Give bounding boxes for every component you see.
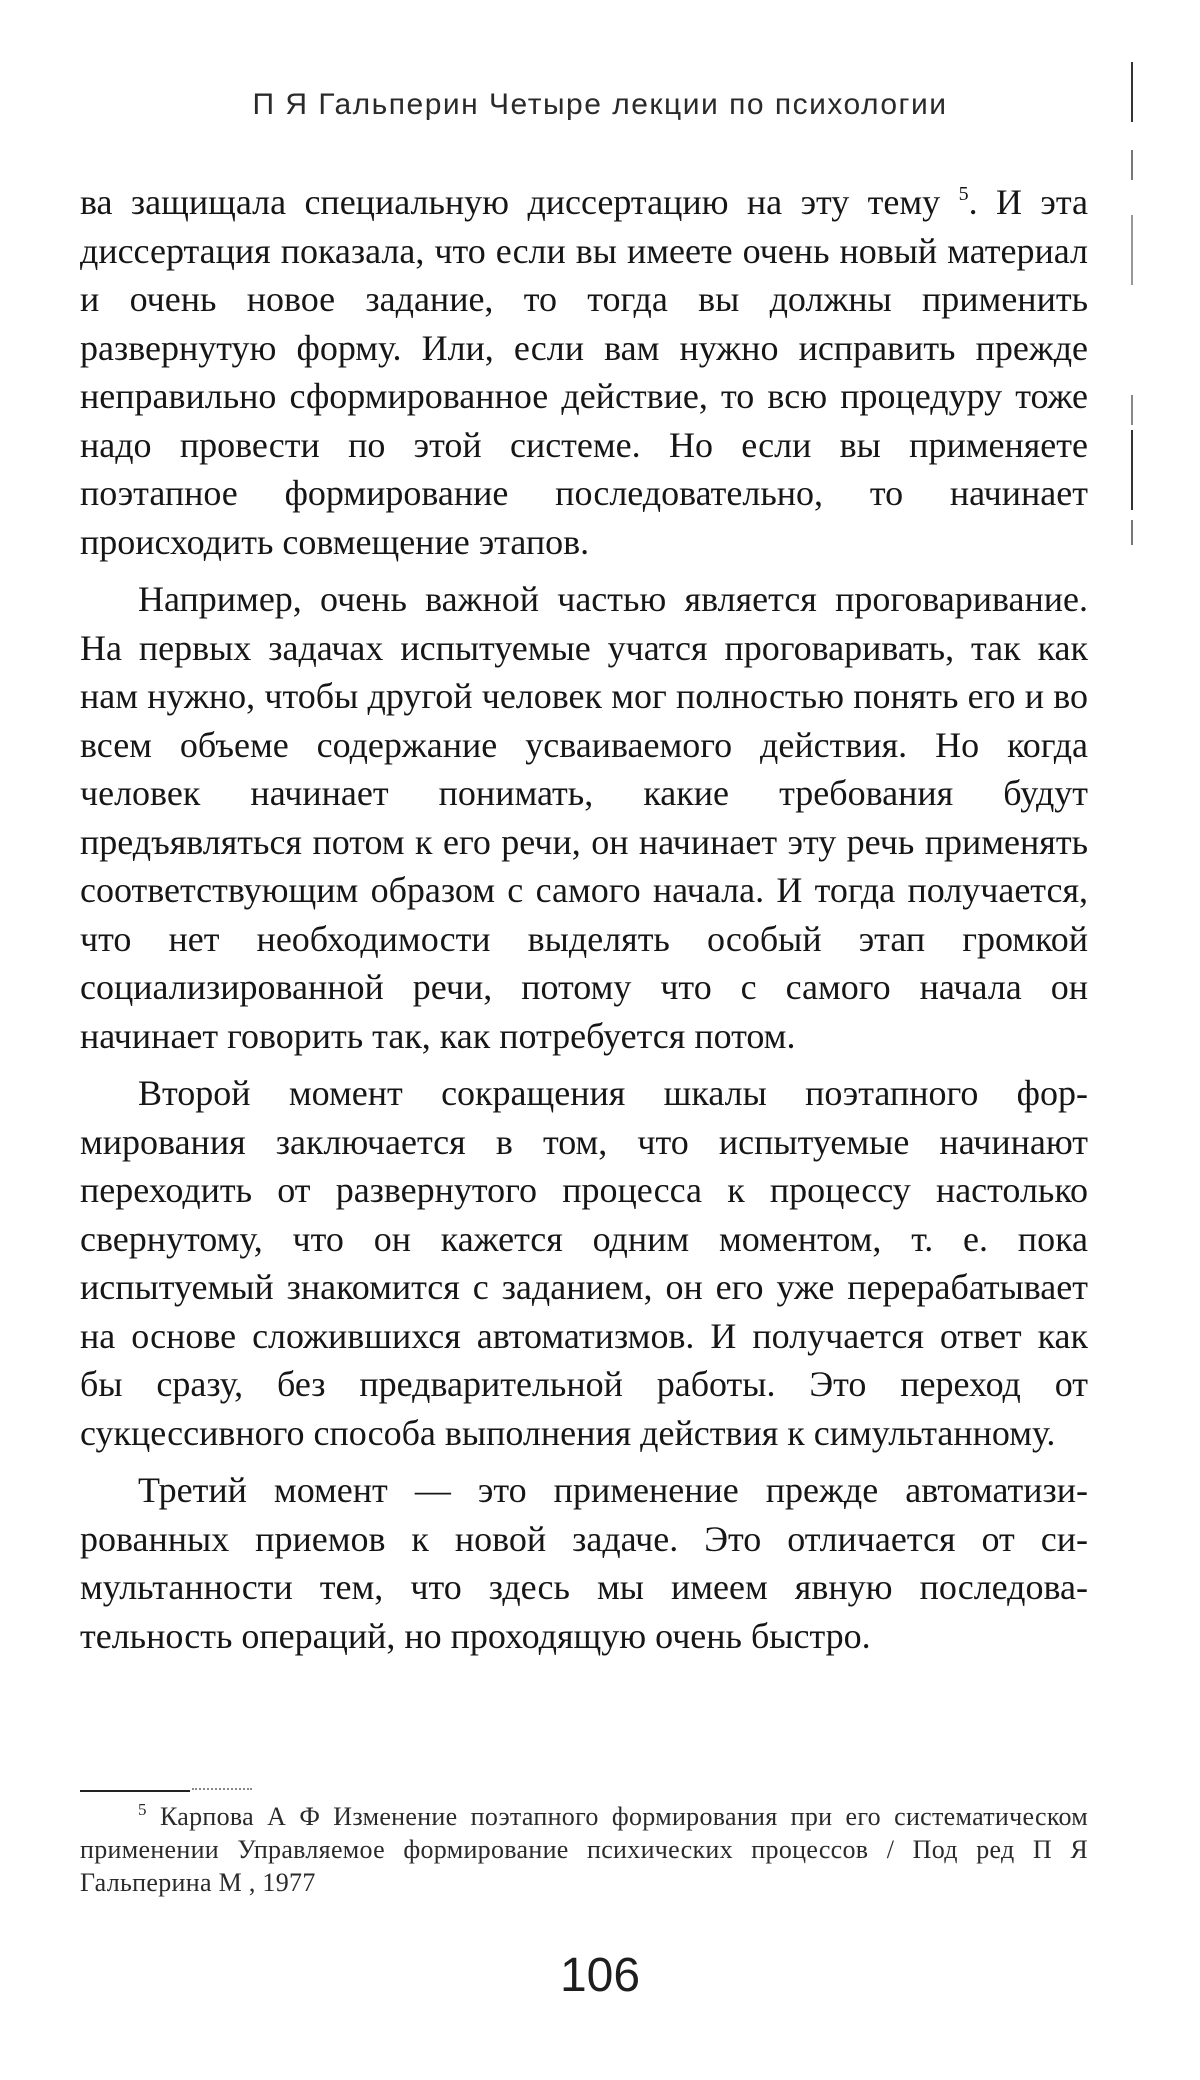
paragraph-1-text-end: . И эта диссертация показала, что если вы имеете очень новый материал и очень новое задание, то тогда вы должны применить развернутую форму. Или, если вам нужно исправить прежде неправильно сформированное действие, то всю процедуру тоже надо провести по этой системе. Но если вы применяете поэтапное формирование последовательно, то начинает происходить совмещение этапов. xyxy=(80,182,1088,562)
paragraph-1 xyxy=(80,178,1088,566)
scan-artifact-line xyxy=(1131,395,1133,425)
footnote xyxy=(80,1800,1088,1899)
page-number: 106 xyxy=(559,1949,641,2002)
footnote-number: 5 xyxy=(138,1800,147,1819)
paragraph-3: Второй момент сокращения шкалы поэтапного формирования заключается в том, что испытуемые начинают переходить от развернутого процесса к процессу настолько свернутому, что он кажется одним моментом, т. е. пока испытуемый знакомится с заданием, он его уже перерабатывает на основе сложившихся автоматизмов. И получается ответ как бы сразу, без предварительной работы. Это переход от сукцессивного способа выполнения действия к симультанному. xyxy=(80,1073,1088,1453)
scan-artifact-line xyxy=(1131,520,1133,545)
running-title: П Я Гальперин Четыре лекции по психологии xyxy=(252,88,948,121)
paragraph-1-text-start: ва защищала специальную диссертацию на эту тему xyxy=(80,182,941,222)
paragraph-4: Третий момент — это применение прежде автоматизированных приемов к новой задаче. Это отличается от симультанности тем, что здесь мы имеем явную последовательность операций, но проходящую очень быстро. xyxy=(80,1470,1088,1656)
footnote-divider-dots xyxy=(192,1788,252,1790)
footnote-divider xyxy=(80,1790,190,1792)
scan-artifact-line xyxy=(1131,215,1133,285)
footnote-text: Карпова А Ф Изменение поэтапного формирования при его систематическом применении Управляемое формирование психических процессов / Под ред П Я Гальперина М , 1977 xyxy=(80,1802,1088,1897)
scan-artifact-line xyxy=(1131,150,1133,180)
main-text xyxy=(80,178,1088,1660)
scan-artifact-line xyxy=(1131,430,1133,510)
scan-artifact-line xyxy=(1131,62,1133,122)
footnote-reference[interactable]: 5 xyxy=(958,183,969,205)
paragraph-2: Например, очень важной частью является проговаривание. На первых задачах испытуемые учатся проговаривать, так как нам нужно, чтобы другой человек мог полностью понять его и во всем объеме содержание усваиваемого действия. Но когда человек начинает понимать, какие требования будут предъявляться потом к его речи, он начинает эту речь применять соответствующим образом с самого начала. И тогда получается, что нет необходимости выделять особый этап громкой социализированной речи, потому что с самого начала он начинает говорить так, как потребуется потом. xyxy=(80,579,1088,1056)
